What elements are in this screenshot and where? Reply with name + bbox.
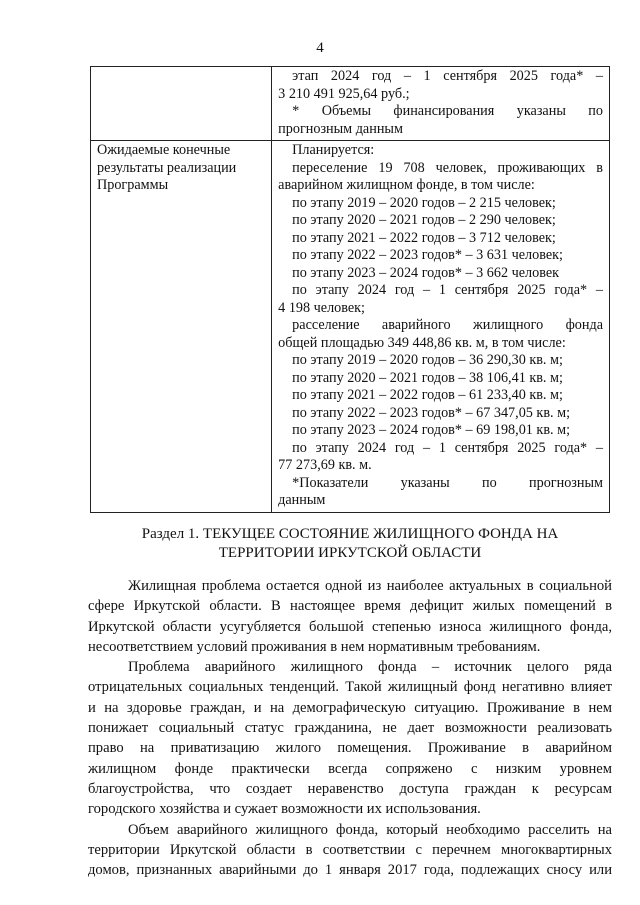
table-row	[91, 141, 610, 513]
paragraph	[88, 576, 612, 657]
cell-line: 3 210 491 925,64 руб.;	[278, 85, 410, 102]
cell-label-line: Ожидаемые конечные	[97, 142, 231, 158]
table-value-cell	[272, 67, 610, 141]
cell-line: расселение аварийного жилищного фонда	[292, 317, 603, 333]
cell-label-line: результаты реализации	[97, 159, 237, 176]
table-label-cell	[91, 67, 272, 141]
paragraph-line: домов, признанных аварийными до 1 января 2017 года, подлежащих сносу или	[88, 862, 612, 879]
cell-line: 4 198 человек;	[278, 299, 365, 316]
page-number: 4	[316, 40, 324, 56]
paragraph-line: Жилищная проблема остается одной из наиболее актуальных в социальной	[128, 578, 612, 594]
cell-line: Планируется:	[292, 142, 375, 158]
table-value-cell	[272, 141, 610, 513]
cell-line: по этапу 2023 – 2024 годов* – 3 662 человек	[292, 264, 560, 281]
cell-line: по этапу 2024 год – 1 сентября 2025 года* –	[292, 439, 603, 456]
paragraph-line: и на здоровье граждан, и на демографическую ситуацию. Проживание в нем	[88, 699, 612, 716]
paragraph-line: Проблема аварийного жилищного фонда – источник целого ряда	[128, 659, 612, 676]
cell-line: по этапу 2019 – 2020 годов – 36 290,30 кв. м;	[292, 352, 563, 368]
paragraph-line: благоустройства, что создает неравенство доступа граждан к ресурсам	[88, 780, 612, 797]
paragraph-line: городского хозяйства и сужает возможности их использования.	[88, 801, 481, 818]
table-label-cell	[91, 141, 272, 513]
cell-line: *Показатели указаны по прогнозным	[292, 474, 603, 491]
paragraph-line: несоответствием условий проживания в нем нормативным требованиям.	[88, 638, 541, 655]
paragraph-line: Иркутской области усугубляется большой степенью износа жилищного фонда,	[88, 618, 612, 635]
cell-line: данным	[278, 492, 326, 508]
cell-line: * Объемы финансирования указаны по	[292, 103, 603, 119]
cell-line: общей площадью 349 448,86 кв. м, в том числе:	[278, 334, 566, 351]
cell-line: прогнозным данным	[278, 120, 403, 137]
section-heading	[60, 525, 640, 563]
paragraph-line: право на приватизацию жилого помещения. Проживание в аварийном	[88, 740, 612, 757]
cell-line: по этапу 2020 – 2021 годов – 2 290 человек;	[292, 212, 556, 228]
paragraph-line: территории Иркутской области в соответствии с перечнем многоквартирных	[88, 841, 612, 858]
cell-line: по этапу 2022 – 2023 годов* – 67 347,05 кв. м;	[292, 404, 571, 421]
cell-line: по этапу 2021 – 2022 годов – 61 233,40 кв. м;	[292, 387, 563, 403]
paragraph-line: Объем аварийного жилищного фонда, который необходимо расселить на	[128, 821, 612, 838]
cell-line: переселение 19 708 человек, проживающих в	[292, 159, 603, 176]
cell-line: по этапу 2024 год – 1 сентября 2025 года* –	[292, 282, 603, 298]
paragraph-line: жилищном фонде практически всегда сопряжено с низким уровнем	[88, 760, 612, 777]
cell-line: по этапу 2019 – 2020 годов – 2 215 человек;	[292, 194, 556, 211]
body-text	[88, 576, 612, 880]
cell-line: аварийном жилищном фонде, в том числе:	[278, 177, 535, 193]
paragraph-line: отрицательных социальных тенденций. Такой жилищный фонд негативно влияет	[88, 679, 612, 696]
paragraph-line: сфере Иркутской области. В настоящее время дефицит жилых помещений в	[88, 598, 612, 615]
cell-line: по этапу 2020 – 2021 годов – 38 106,41 кв. м;	[292, 369, 563, 386]
heading-line: ТЕРРИТОРИИ ИРКУТСКОЙ ОБЛАСТИ	[218, 545, 482, 561]
paragraph	[88, 820, 612, 881]
cell-line: по этапу 2023 – 2024 годов* – 69 198,01 кв. м;	[292, 422, 571, 438]
cell-line: по этапу 2022 – 2023 годов* – 3 631 человек;	[292, 247, 563, 263]
table-row	[91, 67, 610, 141]
program-passport-table	[90, 66, 610, 513]
cell-line: этап 2024 год – 1 сентября 2025 года* –	[292, 68, 603, 84]
paragraph	[88, 657, 612, 819]
cell-line: 77 273,69 кв. м.	[278, 457, 372, 473]
cell-line: по этапу 2021 – 2022 годов – 3 712 человек;	[292, 229, 556, 246]
heading-line: Раздел 1. ТЕКУЩЕЕ СОСТОЯНИЕ ЖИЛИЩНОГО ФОНДА НА	[141, 526, 559, 542]
paragraph-line: понижает социальный статус гражданина, не дает возможности реализовать	[88, 720, 612, 737]
cell-label-line: Программы	[97, 177, 169, 193]
